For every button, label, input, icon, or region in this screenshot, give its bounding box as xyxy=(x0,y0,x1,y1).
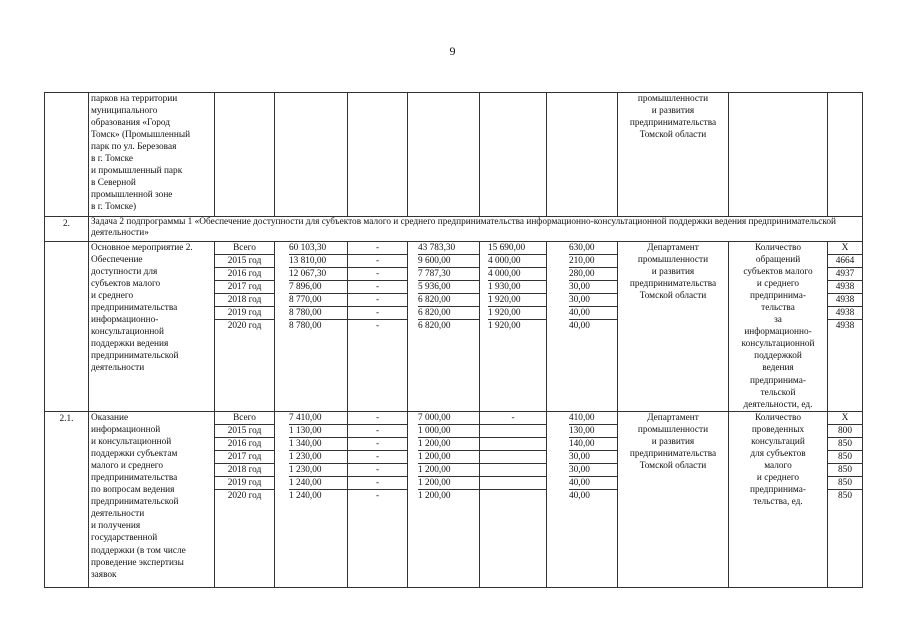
cell: 1 200,00 xyxy=(418,477,479,490)
cell: 1 920,00 xyxy=(488,307,546,320)
cell: X xyxy=(828,242,862,255)
cell: Всего xyxy=(215,242,274,255)
cell: 1 920,00 xyxy=(488,294,546,307)
cell xyxy=(480,425,546,438)
cell: - xyxy=(348,242,407,255)
cell: 40,00 xyxy=(569,321,590,331)
cell: 30,00 xyxy=(569,294,617,307)
cell: 2019 год xyxy=(215,477,274,490)
event-2-1-years xyxy=(215,412,274,502)
cell: 210,00 xyxy=(569,255,617,268)
cell: 1 200,00 xyxy=(418,464,479,477)
cell: 8 780,00 xyxy=(289,321,322,331)
main-event-totals xyxy=(275,242,347,332)
cell: 15 690,00 xyxy=(488,242,546,255)
cell: 4938 xyxy=(828,307,862,320)
cell: 130,00 xyxy=(569,425,617,438)
cont-value-cell xyxy=(828,93,863,217)
main-event-other xyxy=(547,242,617,332)
cont-year-cell xyxy=(215,93,275,217)
event-2-1-target-values xyxy=(828,412,862,502)
cell: - xyxy=(480,412,546,425)
program-table xyxy=(44,92,863,588)
cont-federal-cell xyxy=(348,93,408,217)
cell: 2015 год xyxy=(215,255,274,268)
main-event-executor: Департамент промышленности и развития предпринимательства Томской области xyxy=(618,242,729,412)
cell xyxy=(480,490,546,502)
cell: 2017 год xyxy=(215,451,274,464)
cell: - xyxy=(348,255,407,268)
cell: 43 783,30 xyxy=(418,242,479,255)
page-number: 9 xyxy=(449,44,456,58)
main-event-indicator: Количество обращений субъектов малого и среднего предпринима- тельства за информационно- консультационной поддержкой ведения предпринима- тельской деятельности, ед. xyxy=(729,242,828,412)
cell: - xyxy=(348,294,407,307)
cont-regional-cell xyxy=(408,93,480,217)
main-event-federal xyxy=(348,242,407,332)
main-event-row xyxy=(45,242,863,412)
cell: 6 820,00 xyxy=(418,321,451,331)
cell: 140,00 xyxy=(569,438,617,451)
cell: 410,00 xyxy=(569,412,617,425)
main-event-regional xyxy=(408,242,479,332)
event-2-1-executor: Департамент промышленности и развития предпринимательства Томской области xyxy=(618,412,729,588)
cell: - xyxy=(348,451,407,464)
cell: 850 xyxy=(828,438,862,451)
main-event-target-values xyxy=(828,242,862,332)
cell xyxy=(480,438,546,451)
cell: 850 xyxy=(828,464,862,477)
main-event-years xyxy=(215,242,274,332)
cell: Всего xyxy=(215,412,274,425)
cell: 850 xyxy=(828,477,862,490)
event-2-1-name: Оказание информационной и консультационной поддержки субъектам малого и среднего предпринимательства по вопросам ведения предпринимательской деятельности и получения государственной поддержки (в том числе проведение экспертизы заявок xyxy=(89,412,215,588)
cell: 9 600,00 xyxy=(418,255,479,268)
cell: 12 067,30 xyxy=(289,268,347,281)
cell: 7 000,00 xyxy=(418,412,479,425)
cell: 1 200,00 xyxy=(418,451,479,464)
event-2-1-row xyxy=(45,412,863,588)
event-2-1-totals xyxy=(275,412,347,502)
cell: 2017 год xyxy=(215,281,274,294)
cell: 6 820,00 xyxy=(418,294,479,307)
cell: 2018 год xyxy=(215,294,274,307)
cell: 1 230,00 xyxy=(289,451,347,464)
cell: - xyxy=(348,268,407,281)
cell: 4664 xyxy=(828,255,862,268)
continuation-row xyxy=(45,93,863,217)
cell: 1 000,00 xyxy=(418,425,479,438)
cell: - xyxy=(375,491,380,501)
cell: - xyxy=(375,321,380,331)
cell: 2016 год xyxy=(215,438,274,451)
event-2-1-number: 2.1. xyxy=(45,412,89,588)
cell: 60 103,30 xyxy=(289,242,347,255)
main-event-name: Основное мероприятие 2. Обеспечение доступности для субъектов малого и среднего предпринимательства информационно- консультационной поддержки ведения предпринимательской деятельности xyxy=(89,242,215,412)
cont-indicator-cell xyxy=(729,93,828,217)
cont-number-cell xyxy=(45,93,89,217)
cell: - xyxy=(348,477,407,490)
cell: 4937 xyxy=(828,268,862,281)
cell: 1 130,00 xyxy=(289,425,347,438)
cell: 13 810,00 xyxy=(289,255,347,268)
cell: 1 240,00 xyxy=(289,477,347,490)
cell: 630,00 xyxy=(569,242,617,255)
cell: 1 230,00 xyxy=(289,464,347,477)
cont-total-cell xyxy=(275,93,348,217)
cell: 1 930,00 xyxy=(488,281,546,294)
cell: 8 780,00 xyxy=(289,307,347,320)
cell: 4 000,00 xyxy=(488,255,546,268)
cell: 1 340,00 xyxy=(289,438,347,451)
cell: 2019 год xyxy=(215,307,274,320)
cell: X xyxy=(828,412,862,425)
cell: 40,00 xyxy=(569,491,590,501)
cell xyxy=(480,464,546,477)
cell: 30,00 xyxy=(569,281,617,294)
cont-local-cell xyxy=(480,93,547,217)
cell: 2015 год xyxy=(215,425,274,438)
cont-other-cell xyxy=(547,93,618,217)
cell xyxy=(480,477,546,490)
cell: 6 820,00 xyxy=(418,307,479,320)
cell xyxy=(480,451,546,464)
cell: 4938 xyxy=(835,321,855,331)
cell: 1 200,00 xyxy=(418,438,479,451)
cell: 1 920,00 xyxy=(488,321,521,331)
event-2-1-indicator: Количество проведенных консультаций для субъектов малого и среднего предпринима- тельства, ед. xyxy=(729,412,828,588)
task-text: Задача 2 подпрограммы 1 «Обеспечение доступности для субъектов малого и среднего предпринимательства информационно-консультационной поддержки ведения предпринимательской деятельности» xyxy=(89,217,863,242)
cell: - xyxy=(348,438,407,451)
task-row xyxy=(45,217,863,242)
cont-name-cell: парков на территории муниципального образования «Город Томск» (Промышленный парк по ул. Березовая в г. Томске и промышленный парк в Северной промышленной зоне в г. Томске) xyxy=(89,93,215,217)
cell: 280,00 xyxy=(569,268,617,281)
event-2-1-regional xyxy=(408,412,479,502)
cell: 800 xyxy=(828,425,862,438)
cell: 8 770,00 xyxy=(289,294,347,307)
cell: - xyxy=(348,412,407,425)
cell: 4938 xyxy=(828,294,862,307)
cell: 4 000,00 xyxy=(488,268,546,281)
cell: 850 xyxy=(838,491,852,501)
cell: 30,00 xyxy=(569,464,617,477)
cell: - xyxy=(348,464,407,477)
main-event-number xyxy=(45,242,89,412)
task-number: 2. xyxy=(45,217,89,242)
cell: 40,00 xyxy=(569,477,617,490)
cell: 2020 год xyxy=(227,491,262,501)
cell: 1 200,00 xyxy=(418,491,451,501)
cell: 7 896,00 xyxy=(289,281,347,294)
event-2-1-federal xyxy=(348,412,407,502)
cell: 4938 xyxy=(828,281,862,294)
cell: 2020 год xyxy=(227,321,262,331)
cell: 7 410,00 xyxy=(289,412,347,425)
cell: 7 787,30 xyxy=(418,268,479,281)
cell: 2018 год xyxy=(215,464,274,477)
cell: 850 xyxy=(828,451,862,464)
cell: - xyxy=(348,307,407,320)
cell: - xyxy=(348,425,407,438)
event-2-1-local xyxy=(480,412,546,502)
cell: - xyxy=(348,281,407,294)
cont-executor-cell: промышленности и развития предпринимательства Томской области xyxy=(618,93,729,217)
event-2-1-other xyxy=(547,412,617,502)
cell: 40,00 xyxy=(569,307,617,320)
main-event-local xyxy=(480,242,546,332)
cell: 5 936,00 xyxy=(418,281,479,294)
cell: 1 240,00 xyxy=(289,491,322,501)
cell: 2016 год xyxy=(215,268,274,281)
cell: 30,00 xyxy=(569,451,617,464)
